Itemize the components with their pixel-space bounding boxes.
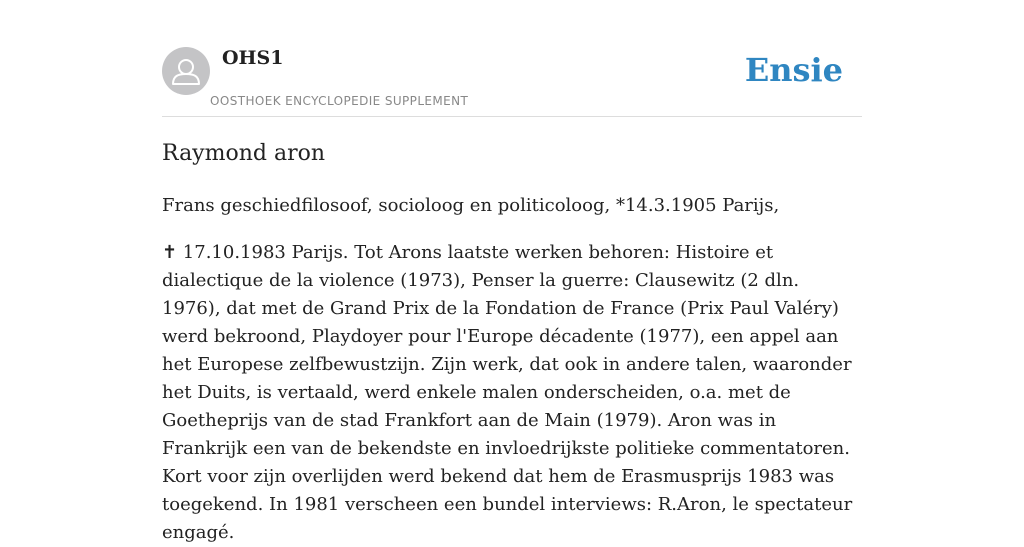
source-header bbox=[162, 44, 862, 117]
source-code[interactable]: OHS1 bbox=[222, 47, 284, 69]
article-title: Raymond aron bbox=[162, 141, 326, 166]
article bbox=[162, 136, 862, 543]
article-paragraph-1: Frans geschiedfilosoof, socioloog en politicoloog, *14.3.1905 Parijs, bbox=[162, 195, 780, 216]
user-avatar-icon[interactable] bbox=[162, 47, 210, 95]
article-paragraph-2: ✝ 17.10.1983 Parijs. Tot Arons laatste werken behoren: Histoire et dialectique de la violence (1973), Penser la guerre: Clausewitz (2 dln. 1976), dat met de Grand Prix de la Fondation de France (Prix Paul Valéry) werd bekroond, Playdoyer pour l'Europe décadente (1977), een appel aan het Europese zelfbewustzijn. Zijn werk, dat ook in andere talen, waaronder het Duits, is vertaald, werd enkele malen onderscheiden, o.a. met de Goetheprijs van de stad Frankfort aan de Main (1979). Aron was in Frankrijk een van de bekendste en invloedrijkste politieke commentatoren. Kort voor zijn overlijden werd bekend dat hem de Erasmusprijs 1983 was toegekend. In 1981 verscheen een bundel interviews: R.Aron, le spectateur engagé. bbox=[162, 242, 853, 543]
source-name[interactable]: OOSTHOEK ENCYCLOPEDIE SUPPLEMENT bbox=[210, 94, 469, 108]
brand-logo[interactable]: Ensie bbox=[744, 51, 843, 89]
